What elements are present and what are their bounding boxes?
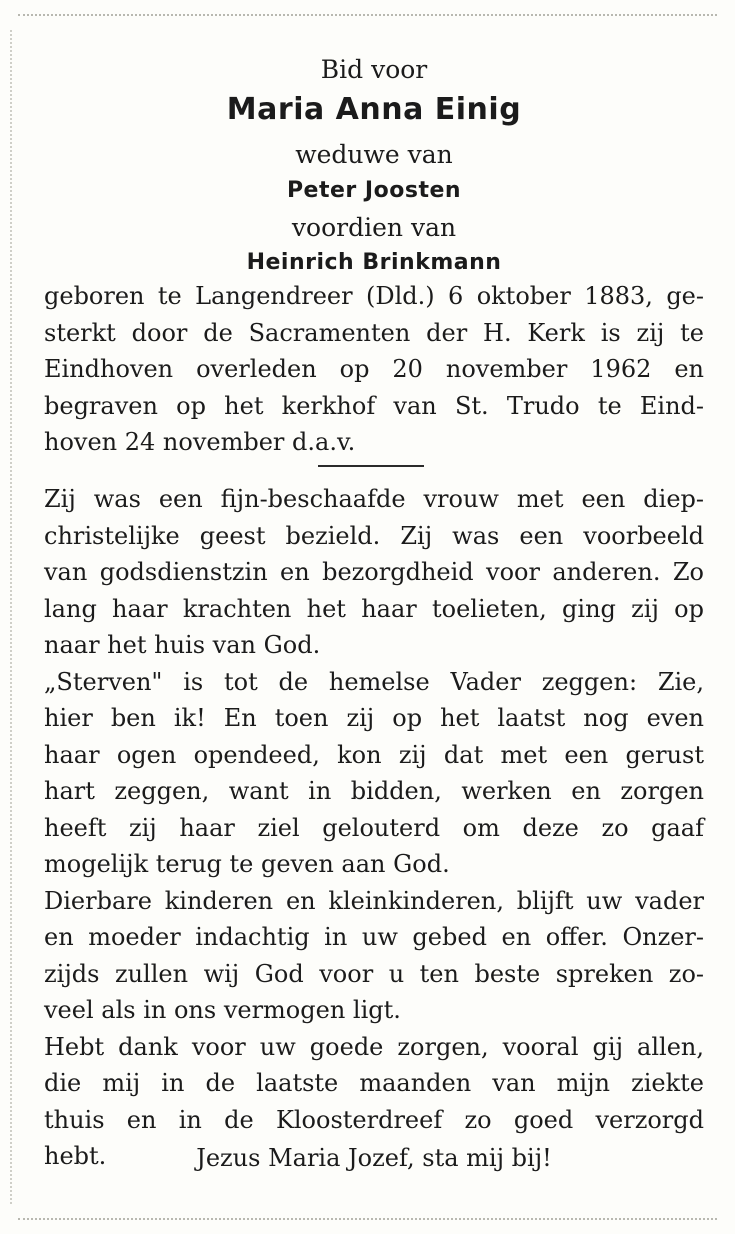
- body-line: thuis en in de Kloosterdreef zo goed verzorgd: [44, 1105, 704, 1134]
- body-line: lang haar krachten het haar toelieten, ging zij op: [44, 594, 704, 623]
- bio-line: hoven 24 november d.a.v.: [44, 428, 356, 456]
- closing-prayer: Jezus Maria Jozef, sta mij bij!: [196, 1144, 552, 1172]
- body-line: en moeder indachtig in uw gebed en offer. Onzer-: [44, 923, 704, 951]
- body-line: zijds zullen wij God voor u ten beste spreken zo-: [44, 959, 704, 988]
- divider-rule: [318, 465, 424, 467]
- body-line: veel als in ons vermogen ligt.: [44, 996, 401, 1024]
- body-line: van godsdienstzin en bezorgdheid voor anderen. Zo: [44, 558, 704, 586]
- body-line: haar ogen opendeed, kon zij dat met een gerust: [44, 740, 704, 769]
- bio-line: Eindhoven overleden op 20 november 1962 en: [44, 355, 704, 383]
- bio-line: begraven op het kerkhof van St. Trudo te Eind-: [44, 391, 704, 420]
- body-line: Dierbare kinderen en kleinkinderen, blijft uw vader: [44, 886, 704, 915]
- bid-voor-heading: Bid voor: [320, 55, 428, 84]
- biography-paragraph: [44, 278, 704, 461]
- body-line: hier ben ik! En toen zij op het laatst nog even: [44, 704, 704, 732]
- bio-line: geboren te Langendreer (Dld.) 6 oktober 1883, ge-: [44, 282, 704, 310]
- body-line: „Sterven" is tot de hemelse Vader zeggen: Zie,: [44, 667, 704, 696]
- body-line: mogelijk terug te geven aan God.: [44, 850, 450, 878]
- body-line: hebt.: [44, 1142, 107, 1170]
- second-husband-name: Heinrich Brinkmann: [246, 250, 502, 275]
- bottom-dotted-border: [18, 1218, 717, 1220]
- body-line: hart zeggen, want in bidden, werken en zorgen: [44, 777, 704, 805]
- first-husband-name: Peter Joosten: [286, 178, 462, 203]
- body-line: heeft zij haar ziel gelouterd om deze zo gaaf: [44, 813, 704, 842]
- bio-line: sterkt door de Sacramenten der H. Kerk is zij te: [44, 318, 704, 347]
- body-line: christelijke geest bezield. Zij was een voorbeeld: [44, 521, 704, 550]
- body-line: die mij in de laatste maanden van mijn ziekte: [44, 1069, 704, 1097]
- left-dotted-border: [10, 30, 12, 1204]
- previously-of-label: voordien van: [291, 213, 457, 242]
- body-line: Hebt dank voor uw goede zorgen, vooral gij allen,: [44, 1032, 704, 1061]
- widow-of-label: weduwe van: [295, 140, 453, 169]
- deceased-name: Maria Anna Einig: [226, 92, 522, 127]
- top-dotted-border: [18, 14, 717, 16]
- body-line: naar het huis van God.: [44, 631, 321, 659]
- body-line: Zij was een fijn-beschaafde vrouw met een diep-: [44, 485, 704, 513]
- tribute-text: [44, 481, 704, 1175]
